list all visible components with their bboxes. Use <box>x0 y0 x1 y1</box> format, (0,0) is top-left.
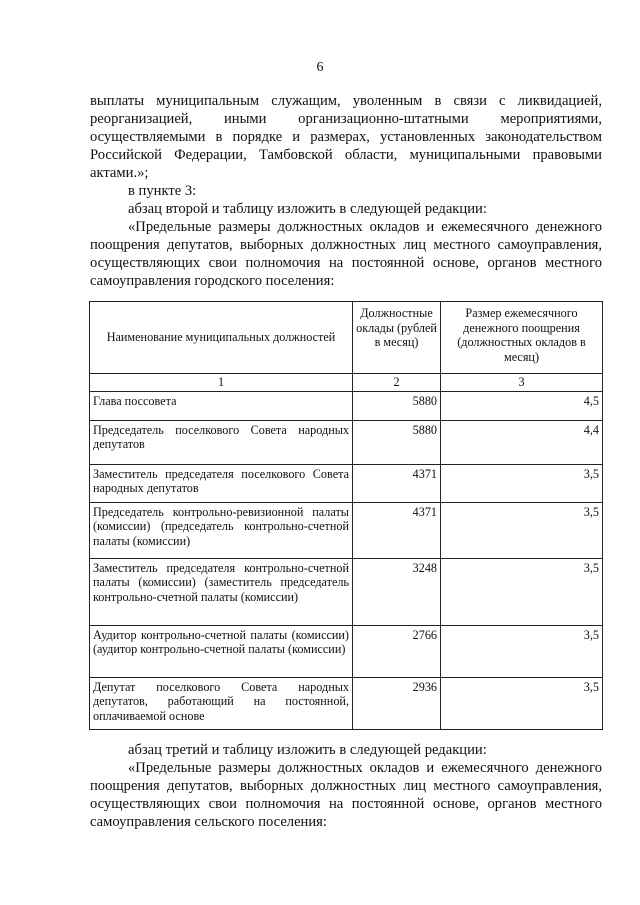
top-paragraph: выплаты муниципальным служащим, уволенным в связи с ликвидацией, реорганизацией, иными организационно-штатными мероприятиями, осуществляемыми в порядке и размерах, установленных законодательством Российской Федерации, Тамбовской области, муниципальными правовыми актами.»; <box>90 93 602 181</box>
row-position: Аудитор контрольно-счетной палаты (комиссии) (аудитор контрольно-счетной палаты (комиссии) <box>90 625 353 677</box>
row-position: Заместитель председателя контрольно-счетной палаты (комиссии) (заместитель председатель контрольно-счетной палаты (комиссии) <box>90 558 353 625</box>
header-multiplier: Размер ежемесячного денежного поощрения (должностных окладов в месяц) <box>441 302 603 374</box>
row-multiplier: 3,5 <box>441 677 603 729</box>
table-row <box>90 677 603 729</box>
instruction-2: абзац третий и таблицу изложить в следующей редакции: <box>128 742 487 758</box>
row-position: Глава поссовета <box>90 391 353 420</box>
column-number: 3 <box>441 374 603 392</box>
intro-1: «Предельные размеры должностных окладов и ежемесячного денежного поощрения депутатов, выборных должностных лиц местного самоуправления, осуществляющих свои полномочия на постоянной основе, органов местного самоуправления городского поселения: <box>90 219 602 289</box>
row-salary: 5880 <box>353 391 441 420</box>
row-position: Заместитель председателя поселкового Совета народных депутатов <box>90 464 353 502</box>
row-multiplier: 4,4 <box>441 420 603 464</box>
row-salary: 2766 <box>353 625 441 677</box>
row-multiplier: 3,5 <box>441 558 603 625</box>
row-multiplier: 3,5 <box>441 464 603 502</box>
table-row <box>90 391 603 420</box>
column-number: 1 <box>90 374 353 392</box>
row-salary: 4371 <box>353 464 441 502</box>
intro-2: «Предельные размеры должностных окладов и ежемесячного денежного поощрения депутатов, выборных должностных лиц местного самоуправления, осуществляющих свои полномочия на постоянной основе, органов местного самоуправления сельского поселения: <box>90 760 602 830</box>
row-multiplier: 4,5 <box>441 391 603 420</box>
page-number: 6 <box>316 60 324 75</box>
row-position: Председатель поселкового Совета народных депутатов <box>90 420 353 464</box>
table-row <box>90 502 603 558</box>
row-salary: 4371 <box>353 502 441 558</box>
row-position: Председатель контрольно-ревизионной палаты (комиссии) (председатель контрольно-счетной палаты (комиссии) <box>90 502 353 558</box>
point-3-label: в пункте 3: <box>128 183 197 199</box>
table-row <box>90 625 603 677</box>
top-paragraph-block <box>90 92 602 290</box>
table-column-numbers-row <box>90 374 603 392</box>
bottom-paragraph-block <box>90 741 602 831</box>
table-row <box>90 558 603 625</box>
row-position: Депутат поселкового Совета народных депутатов, работающий на постоянной, оплачиваемой основе <box>90 677 353 729</box>
table-row <box>90 420 603 464</box>
table-row <box>90 464 603 502</box>
row-salary: 5880 <box>353 420 441 464</box>
column-number: 2 <box>353 374 441 392</box>
table-header-row <box>90 302 603 374</box>
header-position: Наименование муниципальных должностей <box>90 302 353 374</box>
row-multiplier: 3,5 <box>441 502 603 558</box>
salary-table <box>89 301 603 730</box>
row-salary: 3248 <box>353 558 441 625</box>
header-salary: Должностные оклады (рублей в месяц) <box>353 302 441 374</box>
row-salary: 2936 <box>353 677 441 729</box>
row-multiplier: 3,5 <box>441 625 603 677</box>
instruction-1: абзац второй и таблицу изложить в следующей редакции: <box>128 201 487 217</box>
